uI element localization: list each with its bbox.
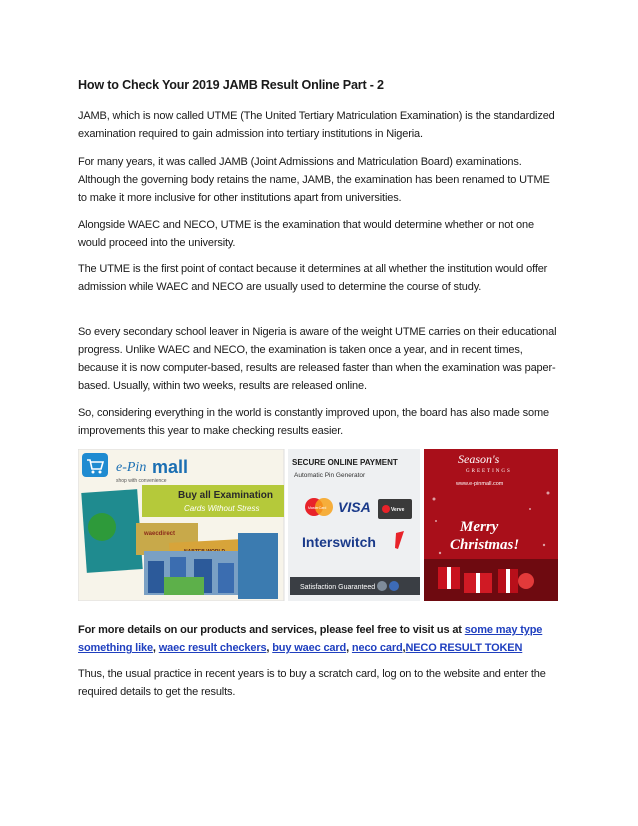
satisfaction-text: Satisfaction Guaranteed [300, 584, 376, 591]
christmas-text: Christmas! [450, 537, 520, 553]
article-title: How to Check Your 2019 JAMB Result Online Part - 2 [78, 78, 384, 92]
final-paragraph: Thus, the usual practice in recent years is to buy a scratch card, log on to the website and enter the required details to get the results. [78, 668, 546, 698]
mastercard-icon [305, 498, 333, 516]
merry-text: Merry [460, 519, 499, 535]
badge-2-icon [389, 581, 399, 591]
nigeria-crest-icon [88, 513, 116, 541]
paragraph-1: JAMB, which is now called UTME (The United Tertiary Matriculation Examination) is the standardized examination required to gain admission into tertiary institutions in Nigeria. [78, 110, 555, 140]
secure-payment-title: SECURE ONLINE PAYMENT [292, 458, 398, 467]
svg-text:MasterCard: MasterCard [308, 506, 327, 510]
waecdirect-label: waecdirect [144, 531, 176, 537]
link-separator: , [266, 642, 273, 654]
interswitch-logo: Interswitch [302, 534, 376, 550]
badge-1-icon [377, 581, 387, 591]
paragraph-4: The UTME is the first point of contact because it determines at all whether the institution would offer admission while WAEC and NECO are usually used to determine the course of study. [78, 263, 548, 293]
epin-logo-text: e-Pin [116, 460, 147, 475]
subheadline-text: Cards Without Stress [184, 504, 260, 513]
link-waec-result-checkers[interactable]: waec result checkers [158, 642, 267, 654]
link-buy-waec-card[interactable]: buy waec card [272, 642, 347, 654]
headline-text: Buy all Examination [178, 490, 274, 501]
svg-text:Verve: Verve [391, 507, 405, 513]
cta-paragraph [78, 621, 560, 657]
cta-text: For more details on our products and services, please feel free to visit us at [78, 624, 465, 636]
seasons-text: Season's [458, 452, 500, 466]
shopping-cart-icon [82, 453, 108, 477]
pin-generator-text: Automatic Pin Generator [294, 472, 366, 479]
verve-card-icon [378, 499, 412, 519]
mall-logo-text: mall [152, 457, 189, 477]
epinmall-advert-banner[interactable] [78, 449, 558, 601]
link-separator: , [402, 642, 406, 654]
paragraph-3: Alongside WAEC and NECO, UTME is the examination that would determine whether or not one would proceed into the university. [78, 219, 534, 249]
link-separator: , [346, 642, 352, 654]
paragraph-5: So every secondary school leaver in Nigeria is aware of the weight UTME carries on their educational progress. Unlike WAEC and NECO, the examination is taken once a year, and in recent times, because it is now computer-based, results are released faster than when the examination was paper-based. Usually, within two weeks, results are released online. [78, 326, 557, 392]
link-neco-result-token[interactable]: NECO RESULT TOKEN [405, 642, 523, 654]
visa-logo: VISA [338, 499, 371, 515]
link-separator: , [152, 642, 159, 654]
paragraph-6: So, considering everything in the world is constantly improved upon, the board has also made some improvements this year to make checking results easier. [78, 407, 549, 437]
paragraph-2: For many years, it was called JAMB (Joint Admissions and Matriculation Board) examinations. Although the governing body retains the name, JAMB, the examination has been renamed to UTME to make it more inclusive for other institutions apart from universities. [78, 156, 550, 204]
site-url-text: www.e-pinmall.com [456, 481, 504, 487]
greetings-text: GREETINGS [466, 469, 512, 474]
link-some-may-type[interactable]: some may type something like [78, 624, 543, 654]
exam-card-bottom [164, 577, 204, 595]
link-neco-card[interactable]: neco card [351, 642, 403, 654]
tagline-text: shop with convenience [116, 478, 167, 484]
